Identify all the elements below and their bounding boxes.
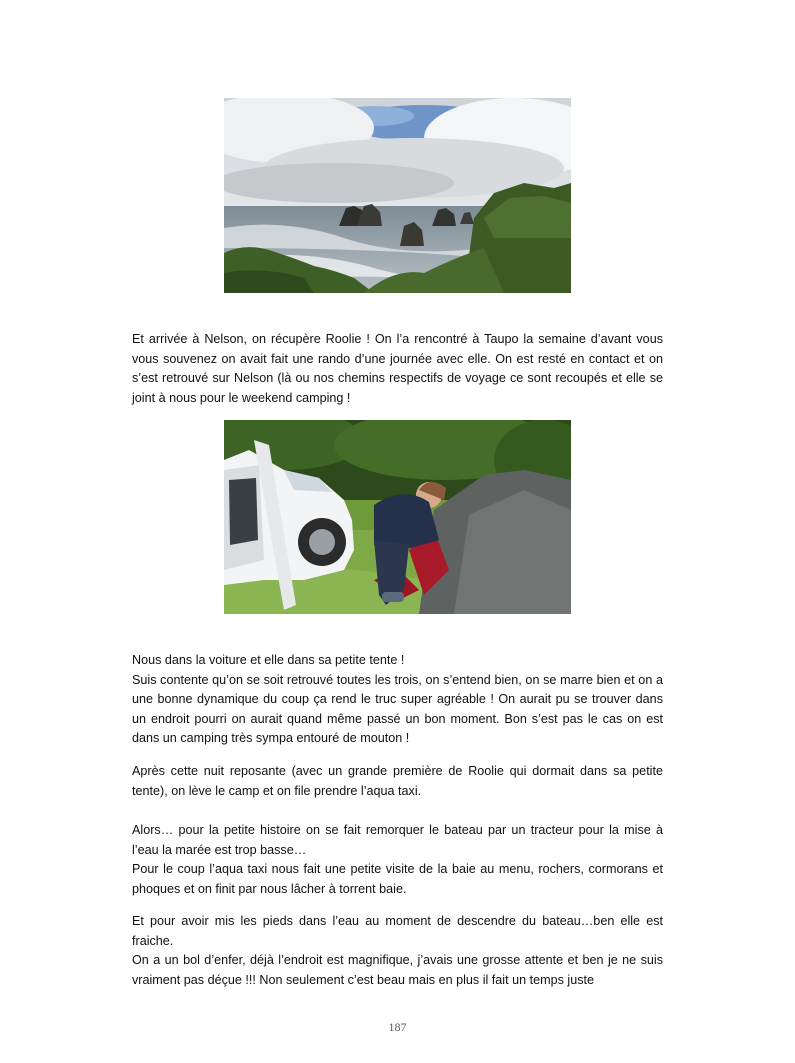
paragraph-text: Alors… pour la petite histoire on se fait remorquer le bateau par un tracteur pour la mise à l’eau la marée est trop basse… bbox=[132, 823, 663, 857]
paragraph-text: Après cette nuit reposante (avec un grande première de Roolie qui dormait dans sa petite tente), on lève le camp et on file prendre l’aqua taxi. bbox=[132, 764, 663, 798]
paragraph-boat-tractor bbox=[132, 821, 663, 899]
paragraph-text: Et arrivée à Nelson, on récupère Roolie ! On l’a rencontré à Taupo la semaine d’avant vous vous souvenez on avait fait une rando d’une journée avec elle. On est resté en contact et on s’est retrouvé sur Nelson (là ou nos chemins respectifs de voyage ce sont recoupés et elle se joint à nous pour le weekend camping ! bbox=[132, 332, 663, 405]
paragraph-text: On a un bol d’enfer, déjà l’endroit est magnifique, j’avais une grosse attente et ben je ne suis vraiment pas déçue !!! Non seulement c’est beau mais en plus il fait un temps juste bbox=[132, 953, 663, 987]
paragraph-text: Pour le coup l’aqua taxi nous fait une petite visite de la baie au menu, rochers, cormorans et phoques et on finit par nous lâcher à torrent baie. bbox=[132, 862, 663, 896]
paragraph-tent-and-car bbox=[132, 651, 663, 749]
page-number: 187 bbox=[388, 1020, 407, 1034]
paragraph-arrival-nelson bbox=[132, 330, 663, 408]
paragraph-water-fresh bbox=[132, 912, 663, 990]
paragraph-text: Et pour avoir mis les pieds dans l’eau au moment de descendre du bateau…ben elle est fraiche. bbox=[132, 914, 663, 948]
car-and-tent-photo bbox=[224, 420, 571, 614]
paragraph-night-aqua-taxi bbox=[132, 762, 663, 801]
coastal-rocks-photo bbox=[224, 98, 571, 293]
paragraph-text: Suis contente qu’on se soit retrouvé toutes les trois, on s’entend bien, on se marre bien et on a une bonne dynamique du coup ça rend le truc super agréable ! On aurait pu se trouver dans un endroit pourri on aurait quand même passé un bon moment. Bon s’est pas le cas on est dans un camping très sympa entouré de mouton ! bbox=[132, 672, 663, 745]
paragraph-line-tent: Nous dans la voiture et elle dans sa petite tente ! bbox=[132, 653, 405, 667]
